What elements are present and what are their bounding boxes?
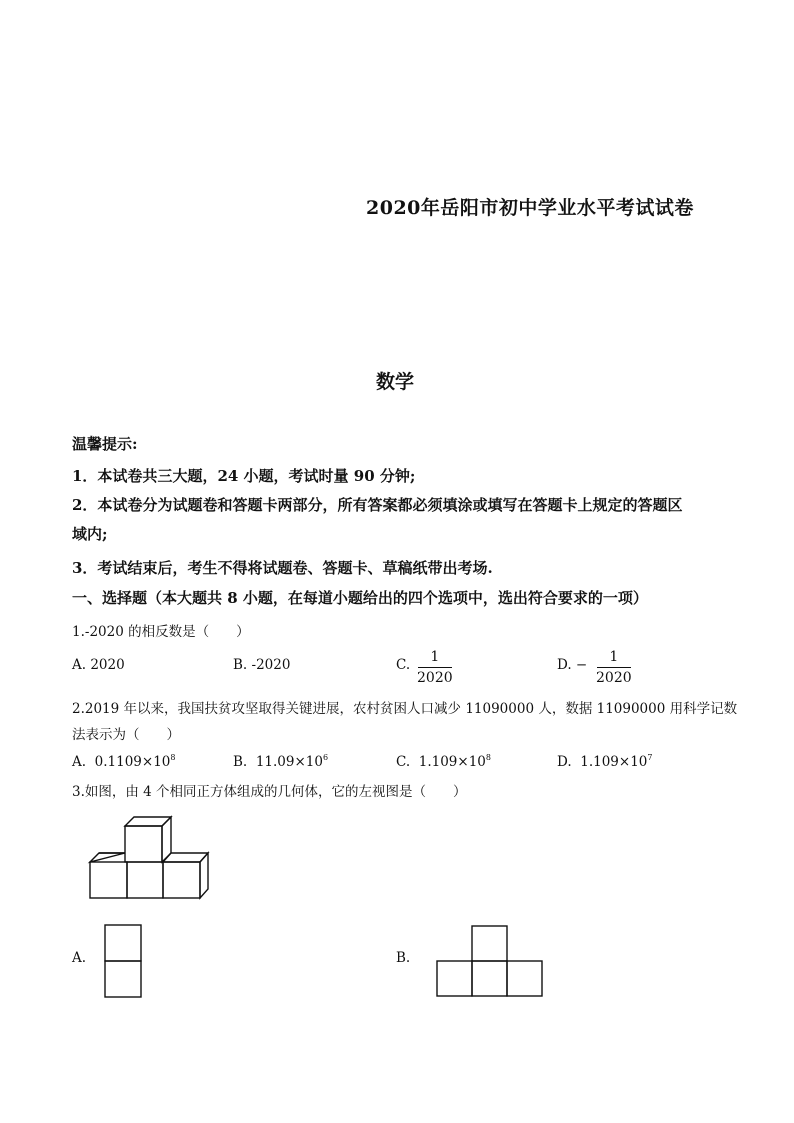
q2-b-exponent: 6 (322, 753, 329, 762)
q2-d-exponent: 7 (647, 753, 653, 762)
exam-title: 2020年岳阳市初中学业水平考试试卷 (366, 197, 694, 219)
q1-option-c-fraction (417, 648, 453, 687)
tip-item-2-line1: 2．本试卷分为试题卷和答题卡两部分，所有答案都必须填涂或填写在答题卡上规定的答题区 (72, 496, 683, 514)
q2-d-label: D. (557, 754, 572, 770)
q1-d-denominator: 2020 (596, 670, 632, 686)
q1-stem: 1.-2020 的相反数是（ ） (72, 624, 250, 640)
q2-stem-line1: 2.2019 年以来，我国扶贫攻坚取得关键进展，农村贫困人口减少 11090000 人，数据 11090000 用科学记数 (72, 701, 738, 717)
tip-item-3: 3．考试结束后，考生不得将试题卷、答题卡、草稿纸带出考场. (72, 559, 493, 577)
fraction-bar (418, 667, 452, 668)
q2-a-label: A. (72, 754, 87, 770)
q1-option-a: A. 2020 (72, 657, 125, 673)
q1-option-d-fraction (596, 648, 632, 687)
q1-c-numerator: 1 (430, 649, 440, 665)
subject-title: 数学 (376, 371, 415, 393)
q2-option-d (557, 753, 652, 770)
q3-option-b-label: B. (396, 950, 411, 966)
q1-option-d-label: D. − (557, 657, 588, 673)
fraction-bar (597, 667, 631, 668)
q2-stem-line2: 法表示为（ ） (72, 727, 180, 743)
q2-d-value: 1.109×10 (580, 754, 648, 770)
q2-b-label: B. (233, 754, 248, 770)
q3-stem: 3.如图，由 4 个相同正方体组成的几何体，它的左视图是（ ） (72, 784, 467, 800)
q1-d-numerator: 1 (609, 649, 619, 665)
tips-heading: 温馨提示: (72, 435, 138, 453)
q2-option-a (72, 753, 175, 770)
section-heading: 一、选择题（本大题共 8 小题，在每道小题给出的四个选项中，选出符合要求的一项） (72, 589, 648, 607)
tip-item-2-line2: 域内; (72, 525, 108, 543)
q2-c-exponent: 8 (485, 753, 491, 762)
q2-b-value: 11.09×10 (255, 754, 323, 770)
q3-option-a-label: A. (72, 950, 87, 966)
q1-option-c-label: C. (396, 657, 411, 673)
cube-solid-figure (86, 812, 216, 902)
q2-option-b (233, 753, 328, 770)
q3-option-b-figure (436, 925, 544, 999)
q2-option-c (396, 753, 491, 770)
q3-option-a-figure (104, 924, 144, 1000)
q2-a-exponent: 8 (170, 753, 176, 762)
q2-c-label: C. (396, 754, 411, 770)
q2-c-value: 1.109×10 (418, 754, 486, 770)
tip-item-1: 1．本试卷共三大题，24 小题，考试时量 90 分钟; (72, 467, 416, 485)
q2-a-value: 0.1109×10 (94, 754, 171, 770)
q1-option-b: B. -2020 (233, 657, 291, 673)
q1-c-denominator: 2020 (417, 670, 453, 686)
